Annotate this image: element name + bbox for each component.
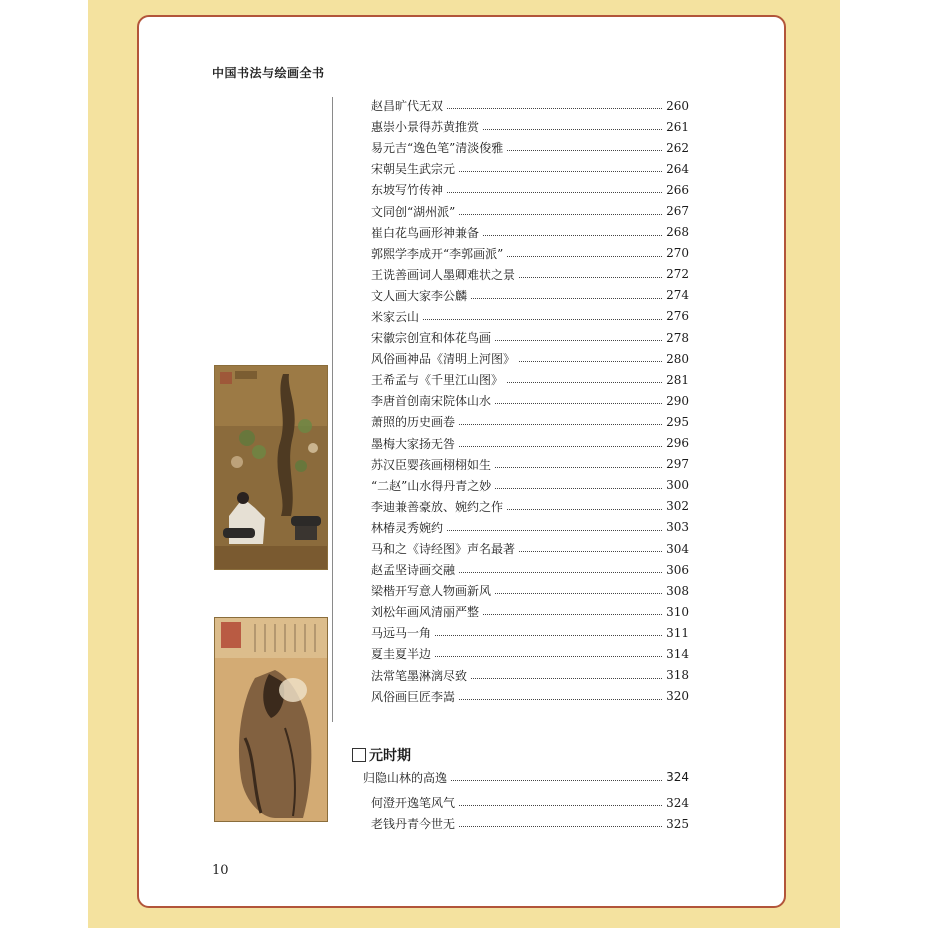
toc-entry-page: 308 bbox=[666, 583, 689, 598]
toc-entry-page: 304 bbox=[666, 541, 689, 556]
dot-leader bbox=[447, 192, 662, 193]
toc-entry[interactable] bbox=[371, 433, 689, 454]
toc-entry-page: 266 bbox=[666, 182, 689, 197]
painting-plate-ink-figure bbox=[214, 617, 328, 822]
dot-leader bbox=[507, 150, 662, 151]
toc-entry[interactable] bbox=[371, 475, 689, 496]
dot-leader bbox=[459, 805, 662, 806]
toc-entry[interactable] bbox=[371, 243, 689, 264]
toc-entry-title: 李迪兼善豪放、婉约之作 bbox=[371, 499, 504, 514]
toc-entry-page: 268 bbox=[666, 225, 689, 240]
dot-leader bbox=[507, 256, 662, 257]
toc-entry-title: 崔白花鸟画形神兼备 bbox=[371, 225, 480, 240]
dot-leader bbox=[483, 614, 662, 615]
dot-leader bbox=[459, 446, 662, 447]
dot-leader bbox=[483, 235, 662, 236]
dot-leader bbox=[483, 129, 662, 130]
dot-leader bbox=[447, 530, 662, 531]
toc-entry[interactable] bbox=[371, 792, 689, 813]
dot-leader bbox=[495, 340, 662, 341]
chapter-page: 324 bbox=[666, 770, 689, 784]
toc-entry-page: 318 bbox=[666, 668, 689, 683]
toc-entry-title: 刘松年画风清丽严整 bbox=[371, 605, 480, 620]
toc-entry[interactable] bbox=[371, 813, 689, 834]
toc-entry-title: 马远马一角 bbox=[371, 626, 432, 641]
painting-plate-garden-scene bbox=[214, 365, 328, 570]
toc-entry-title: 文同创“湖州派” bbox=[371, 204, 456, 219]
toc-entry-title: 夏圭夏半边 bbox=[371, 647, 432, 662]
toc-entry-page: 262 bbox=[666, 140, 689, 155]
toc-entry[interactable] bbox=[371, 559, 689, 580]
dot-leader bbox=[471, 678, 662, 679]
toc-entry[interactable] bbox=[371, 137, 689, 158]
dot-leader bbox=[495, 403, 662, 404]
toc-entry[interactable] bbox=[371, 95, 689, 116]
toc-entry-title: 萧照的历史画卷 bbox=[371, 415, 456, 430]
dot-leader bbox=[495, 467, 662, 468]
toc-entry-title: 苏汉臣婴孩画栩栩如生 bbox=[371, 457, 492, 472]
toc-entry-page: 320 bbox=[666, 689, 689, 704]
toc-entry-title: 风俗画神品《清明上河图》 bbox=[371, 352, 516, 367]
dot-leader bbox=[423, 319, 662, 320]
toc-entry[interactable] bbox=[371, 454, 689, 475]
section-title: 元时期 bbox=[369, 748, 411, 764]
toc-entry-page: 272 bbox=[666, 267, 689, 282]
toc-entry-page: 270 bbox=[666, 246, 689, 261]
toc-entry-page: 290 bbox=[666, 393, 689, 408]
toc-entry-title: 米家云山 bbox=[371, 309, 420, 324]
toc-list bbox=[371, 95, 689, 707]
toc-entry-page: 280 bbox=[666, 351, 689, 366]
toc-entry[interactable] bbox=[371, 327, 689, 348]
book-page bbox=[137, 15, 786, 908]
dot-leader bbox=[459, 171, 662, 172]
toc-entry-page: 260 bbox=[666, 98, 689, 113]
dot-leader bbox=[459, 699, 662, 700]
section-heading bbox=[352, 745, 411, 765]
toc-entry-title: 风俗画巨匠李嵩 bbox=[371, 689, 456, 704]
toc-entry[interactable] bbox=[371, 222, 689, 243]
toc-entry-title: 赵昌旷代无双 bbox=[371, 99, 444, 114]
dot-leader bbox=[495, 488, 662, 489]
toc-entry-title: 宋朝吴生武宗元 bbox=[371, 162, 456, 177]
toc-entry[interactable] bbox=[371, 665, 689, 686]
toc-entry[interactable] bbox=[371, 411, 689, 432]
dot-leader bbox=[495, 593, 662, 594]
toc-entry-title: 易元吉“逸色笔”清淡俊雅 bbox=[371, 141, 504, 156]
toc-entry-title: 文人画大家李公麟 bbox=[371, 288, 468, 303]
toc-entry[interactable] bbox=[371, 580, 689, 601]
dot-leader bbox=[451, 780, 662, 781]
toc-entry[interactable] bbox=[371, 622, 689, 643]
toc-entry-title: 法常笔墨淋漓尽致 bbox=[371, 668, 468, 683]
toc-entry-page: 278 bbox=[666, 330, 689, 345]
dot-leader bbox=[519, 277, 662, 278]
toc-entry-page: 324 bbox=[666, 795, 689, 810]
toc-entry-page: 281 bbox=[666, 372, 689, 387]
toc-entry-page: 276 bbox=[666, 309, 689, 324]
toc-entry-page: 295 bbox=[666, 414, 689, 429]
chapter-title: 归隐山林的高逸 bbox=[363, 770, 448, 785]
toc-entry-title: 梁楷开写意人物画新风 bbox=[371, 584, 492, 599]
toc-entry[interactable] bbox=[371, 369, 689, 390]
toc-entry[interactable] bbox=[371, 686, 689, 707]
toc-entry-page: 274 bbox=[666, 288, 689, 303]
toc-entry-title: 何澄开逸笔风气 bbox=[371, 796, 456, 811]
toc-entry-title: 王希孟与《千里江山图》 bbox=[371, 373, 504, 388]
toc-entry-page: 302 bbox=[666, 499, 689, 514]
chapter-entry[interactable] bbox=[363, 766, 689, 788]
dot-leader bbox=[471, 298, 662, 299]
toc-list-yuan bbox=[371, 792, 689, 834]
toc-entry[interactable] bbox=[371, 116, 689, 137]
checkbox-square-icon bbox=[352, 748, 366, 762]
dot-leader bbox=[435, 656, 662, 657]
toc-entry-page: 311 bbox=[666, 625, 689, 640]
dot-leader bbox=[507, 509, 662, 510]
page-number: 10 bbox=[212, 863, 229, 878]
toc-entry[interactable] bbox=[371, 496, 689, 517]
toc-entry-title: 李唐首创南宋院体山水 bbox=[371, 394, 492, 409]
toc-entry[interactable] bbox=[371, 306, 689, 327]
dot-leader bbox=[459, 214, 662, 215]
toc-entry[interactable] bbox=[371, 643, 689, 664]
toc-entry[interactable] bbox=[371, 538, 689, 559]
toc-entry-title: 郭熙学李成开“李郭画派” bbox=[371, 246, 504, 261]
dot-leader bbox=[519, 361, 662, 362]
toc-entry[interactable] bbox=[371, 390, 689, 411]
dot-leader bbox=[507, 382, 662, 383]
dot-leader bbox=[435, 635, 662, 636]
toc-entry-page: 310 bbox=[666, 604, 689, 619]
toc-entry-title: 宋徽宗创宣和体花鸟画 bbox=[371, 331, 492, 346]
toc-entry[interactable] bbox=[371, 601, 689, 622]
toc-entry-title: 老钱丹青今世无 bbox=[371, 817, 456, 832]
toc-entry-page: 267 bbox=[666, 204, 689, 219]
column-divider bbox=[332, 97, 333, 722]
dot-leader bbox=[459, 424, 662, 425]
toc-entry-title: 惠崇小景得苏黄推赏 bbox=[371, 120, 480, 135]
toc-entry[interactable] bbox=[371, 285, 689, 306]
toc-entry-title: 赵孟坚诗画交融 bbox=[371, 563, 456, 578]
toc-entry-title: 东坡写竹传神 bbox=[371, 183, 444, 198]
toc-entry-page: 264 bbox=[666, 161, 689, 176]
toc-entry[interactable] bbox=[371, 517, 689, 538]
dot-leader bbox=[447, 108, 662, 109]
toc-entry[interactable] bbox=[371, 179, 689, 200]
dot-leader bbox=[459, 572, 662, 573]
dot-leader bbox=[519, 551, 662, 552]
running-head: 中国书法与绘画全书 bbox=[212, 66, 325, 80]
toc-entry-title: 王诜善画词人墨卿难状之景 bbox=[371, 267, 516, 282]
toc-entry-page: 261 bbox=[666, 119, 689, 134]
toc-entry-page: 325 bbox=[666, 816, 689, 831]
toc-entry-title: 林椿灵秀婉约 bbox=[371, 520, 444, 535]
toc-entry[interactable] bbox=[371, 264, 689, 285]
toc-entry[interactable] bbox=[371, 348, 689, 369]
toc-entry-title: 马和之《诗经图》声名最著 bbox=[371, 542, 516, 557]
toc-entry-page: 303 bbox=[666, 520, 689, 535]
toc-entry-page: 306 bbox=[666, 562, 689, 577]
toc-entry-page: 297 bbox=[666, 457, 689, 472]
toc-entry-page: 296 bbox=[666, 436, 689, 451]
toc-entry-page: 300 bbox=[666, 478, 689, 493]
toc-entry-title: “二赵”山水得丹青之妙 bbox=[371, 478, 492, 493]
dot-leader bbox=[459, 826, 662, 827]
toc-entry[interactable] bbox=[371, 158, 689, 179]
toc-entry-page: 314 bbox=[666, 646, 689, 661]
toc-entry-title: 墨梅大家扬无咎 bbox=[371, 436, 456, 451]
toc-entry[interactable] bbox=[371, 200, 689, 221]
